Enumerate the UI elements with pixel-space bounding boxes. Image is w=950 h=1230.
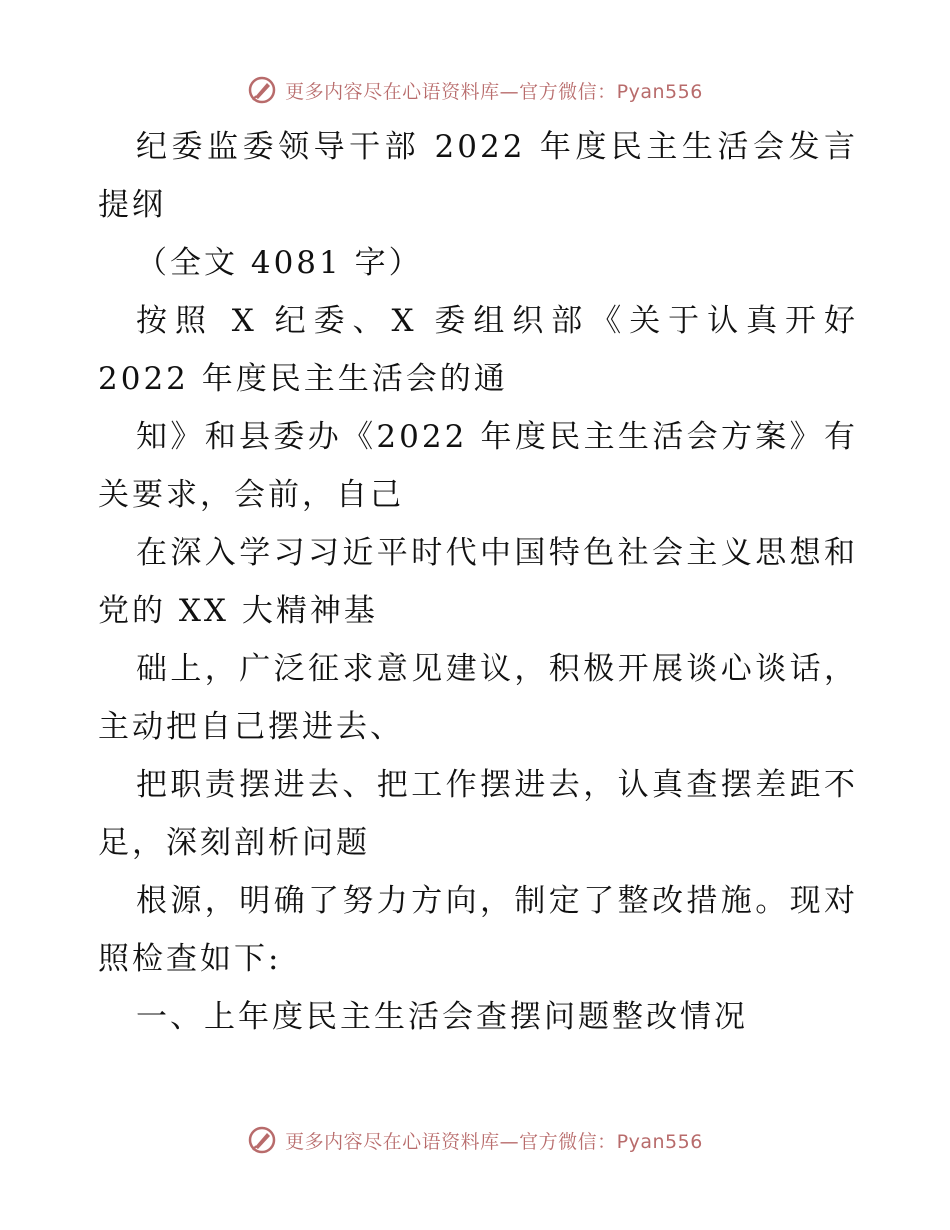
- watermark-text: 更多内容尽在心语资料库—官方微信：Pyan556: [285, 80, 703, 103]
- paragraph: 把职责摆进去、把工作摆进去，认真查摆差距不足，深刻剖析问题: [98, 767, 858, 861]
- quill-logo-icon: [247, 1125, 277, 1155]
- paragraph: 根源，明确了努力方向，制定了整改措施。现对照检查如下:: [98, 883, 858, 977]
- section-heading: 一、上年度民主生活会查摆问题整改情况: [136, 999, 748, 1035]
- watermark-text: 更多内容尽在心语资料库—官方微信：Pyan556: [285, 1130, 703, 1153]
- document-body: [98, 118, 858, 1046]
- header-watermark: [0, 70, 950, 110]
- footer-watermark: [0, 1120, 950, 1160]
- document-title: 纪委监委领导干部 2022 年度民主生活会发言提纲: [98, 129, 858, 223]
- word-count: （全文 4081 字）: [136, 245, 423, 281]
- paragraph: 础上，广泛征求意见建议，积极开展谈心谈话，主动把自己摆进去、: [98, 651, 858, 745]
- paragraph: 在深入学习习近平时代中国特色社会主义思想和党的 XX 大精神基: [98, 535, 858, 629]
- quill-logo-icon: [247, 75, 277, 105]
- paragraph: 按照 X 纪委、X 委组织部《关于认真开好 2022 年度民主生活会的通: [98, 303, 858, 397]
- paragraph: 知》和县委办《2022 年度民主生活会方案》有关要求，会前，自己: [98, 419, 858, 513]
